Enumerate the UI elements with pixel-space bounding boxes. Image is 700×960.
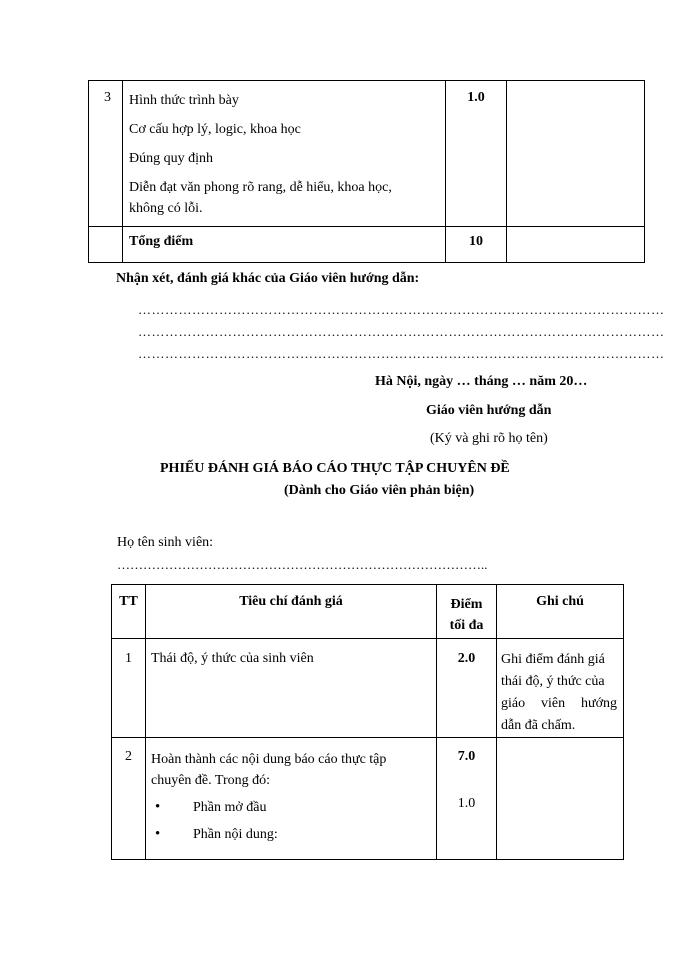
note-line: Ghi điểm đánh giá bbox=[501, 652, 605, 667]
header-max-score-label: Điểm bbox=[450, 597, 483, 612]
form-title: PHIẾU ĐÁNH GIÁ BÁO CÁO THỰC TẬP CHUYÊN ĐỀ bbox=[160, 461, 510, 476]
criteria-line: Diễn đạt văn phong rõ rang, dễ hiểu, khoa học, bbox=[129, 180, 392, 195]
score-value: 2.0 bbox=[457, 651, 476, 666]
tt-value: 2 bbox=[125, 749, 132, 764]
total-row bbox=[89, 227, 645, 263]
signature-date: Hà Nội, ngày … tháng … năm 20… bbox=[375, 374, 588, 389]
note-line: thái độ, ý thức của bbox=[501, 674, 605, 689]
comments-heading: Nhận xét, đánh giá khác của Giáo viên hướng dẫn: bbox=[116, 271, 420, 286]
comment-dots-line: ……………………………………………………………………………………………………… bbox=[138, 346, 665, 361]
criteria-text: Thái độ, ý thức của sinh viên bbox=[151, 651, 314, 666]
comment-dots-line: ……………………………………………………………………………………………………… bbox=[138, 324, 665, 339]
tt-cell bbox=[112, 738, 146, 860]
signature-role: Giáo viên hướng dẫn bbox=[426, 403, 552, 418]
header-tt bbox=[112, 585, 146, 639]
total-label: Tổng điểm bbox=[129, 234, 194, 249]
header-note-label: Ghi chú bbox=[536, 594, 584, 609]
table-row bbox=[112, 639, 624, 738]
header-criteria-label: Tiêu chí đánh giá bbox=[239, 594, 343, 609]
header-row bbox=[112, 585, 624, 639]
evaluation-table-advisor bbox=[88, 80, 645, 263]
criteria-line: Hoàn thành các nội dung báo cáo thực tập bbox=[151, 752, 387, 767]
student-name-dots: ………………………………………………………………………….. bbox=[117, 557, 488, 572]
comment-dots-line: ……………………………………………………………………………………………………… bbox=[138, 302, 665, 317]
tt-cell bbox=[89, 227, 123, 263]
form-subtitle: (Dành cho Giáo viên phản biện) bbox=[284, 483, 475, 498]
sub-score-value: 1.0 bbox=[457, 796, 476, 811]
criteria-line: Cơ cấu hợp lý, logic, khoa học bbox=[129, 122, 301, 137]
criteria-cell bbox=[123, 81, 446, 227]
header-max-score-label: tối đa bbox=[449, 618, 484, 633]
total-score: 10 bbox=[469, 234, 483, 249]
criteria-line: Đúng quy định bbox=[129, 151, 213, 166]
criteria-line: Hình thức trình bày bbox=[129, 93, 239, 108]
tt-value: 3 bbox=[104, 90, 111, 105]
criteria-cell bbox=[146, 738, 437, 860]
total-label-cell bbox=[123, 227, 446, 263]
note-line: dẫn đã chấm. bbox=[501, 718, 576, 733]
tt-cell bbox=[112, 639, 146, 738]
note-cell bbox=[497, 738, 624, 860]
tt-value: 1 bbox=[125, 651, 132, 666]
score-value: 7.0 bbox=[457, 749, 476, 764]
criteria-line: không có lỗi. bbox=[129, 201, 203, 216]
header-max-score bbox=[437, 585, 497, 639]
student-name-label: Họ tên sinh viên: bbox=[117, 535, 214, 550]
signature-note: (Ký và ghi rõ họ tên) bbox=[430, 431, 548, 446]
score-cell bbox=[437, 738, 497, 860]
score-cell bbox=[446, 81, 507, 227]
bullet-item: • Phần nội dung: bbox=[151, 824, 436, 845]
evaluation-table-reviewer bbox=[111, 584, 624, 860]
note-cell bbox=[497, 639, 624, 738]
score-value: 1.0 bbox=[467, 90, 485, 105]
note-cell bbox=[507, 227, 645, 263]
criteria-cell bbox=[146, 639, 437, 738]
bullet-item: • Phần mở đầu bbox=[151, 797, 436, 818]
table-row bbox=[112, 738, 624, 860]
table-row bbox=[89, 81, 645, 227]
total-score-cell bbox=[446, 227, 507, 263]
criteria-line: chuyên đề. Trong đó: bbox=[151, 773, 270, 788]
header-note bbox=[497, 585, 624, 639]
note-cell bbox=[507, 81, 645, 227]
header-criteria bbox=[146, 585, 437, 639]
header-tt-label: TT bbox=[119, 594, 138, 609]
score-cell bbox=[437, 639, 497, 738]
note-line: giáo viên hướng bbox=[501, 696, 617, 711]
tt-cell bbox=[89, 81, 123, 227]
